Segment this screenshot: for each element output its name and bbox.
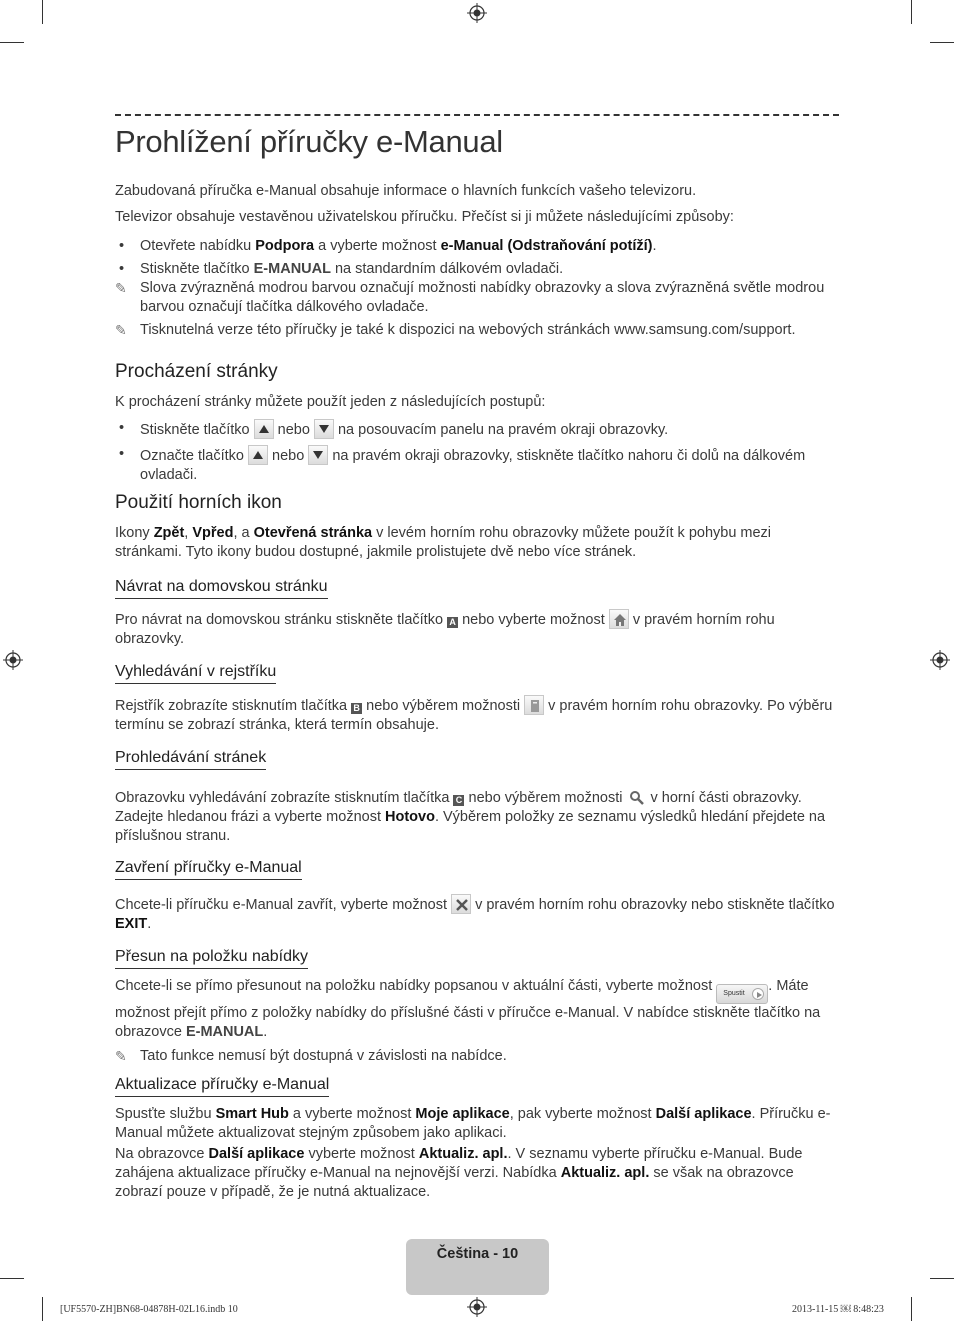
paragraph: Obrazovku vyhledávání zobrazíte stisknutím tlačítka C nebo výběrem možnosti v horní části obrazovky. Zadejte hledanou frázi a vyberte možnost Hotovo. Výběrem položky ze seznamu výsledků hledání přejdete na příslušnou stranu. bbox=[115, 787, 841, 846]
browse-list bbox=[115, 419, 841, 485]
scroll-up-icon bbox=[248, 445, 268, 465]
intro-paragraph: Televizor obsahuje vestavěnou uživatelskou příručku. Přečíst si ji můžete následujícími způsoby: bbox=[115, 209, 734, 225]
paragraph: Ikony Zpět, Vpřed, a Otevřená stránka v levém horním rohu obrazovky můžete použít k pohybu mezi stránkami. Tyto ikony budou dostupné, jakmile prolistujete dvě nebo více stránek. bbox=[115, 525, 772, 560]
intro-list bbox=[115, 237, 841, 279]
list-item: • Stiskněte tlačítko nebo na posouvacím panelu na pravém okraji obrazovky. bbox=[115, 419, 841, 440]
scroll-down-icon bbox=[308, 445, 328, 465]
close-icon bbox=[451, 894, 471, 914]
button-a-icon: A bbox=[447, 617, 458, 628]
index-icon bbox=[524, 695, 544, 715]
pencil-note-icon: ✎ bbox=[115, 1048, 127, 1064]
registration-mark-icon bbox=[930, 650, 950, 670]
top-icons-block bbox=[115, 524, 841, 562]
crop-mark bbox=[911, 1297, 912, 1321]
section-heading: Použití horních ikon bbox=[115, 492, 282, 513]
browse-block bbox=[115, 393, 841, 485]
crop-mark bbox=[42, 0, 43, 24]
search-block bbox=[115, 787, 841, 846]
pencil-note-icon: ✎ bbox=[115, 322, 127, 338]
scroll-up-icon bbox=[254, 419, 274, 439]
crop-mark bbox=[42, 1297, 43, 1321]
crop-mark bbox=[930, 42, 954, 43]
paragraph: K procházení stránky můžete použít jeden z následujících postupů: bbox=[115, 394, 546, 410]
footer-file-info: [UF5570-ZH]BN68-04878H-02L16.indb 10 bbox=[60, 1304, 238, 1315]
subsection-heading: Návrat na domovskou stránku bbox=[115, 577, 328, 599]
crop-mark bbox=[911, 0, 912, 24]
registration-mark-icon bbox=[3, 650, 23, 670]
paragraph: Spusťte službu Smart Hub a vyberte možnost Moje aplikace, pak vyberte možnost Další aplikace. Příručku e-Manual můžete aktualizovat stejným způsobem jako aplikaci. bbox=[115, 1106, 831, 1141]
intro-block bbox=[115, 182, 841, 340]
paragraph: Pro návrat na domovskou stránku stiskněte tlačítko A nebo vyberte možnost v pravém horním rohu obrazovky. bbox=[115, 609, 841, 649]
search-icon bbox=[626, 787, 646, 807]
registration-mark-icon bbox=[467, 1297, 487, 1317]
paragraph: Chcete-li příručku e-Manual zavřít, vyberte možnost v pravém horním rohu obrazovky nebo stiskněte tlačítko EXIT. bbox=[115, 894, 841, 934]
run-button: Spustit bbox=[716, 984, 768, 1004]
scroll-down-icon bbox=[314, 419, 334, 439]
list-item: • Označte tlačítko nebo na pravém okraji obrazovky, stiskněte tlačítko nahoru či dolů na dálkovém ovladači. bbox=[115, 445, 841, 485]
title-rule bbox=[115, 114, 839, 116]
paragraph: Na obrazovce Další aplikace vyberte možnost Aktualiz. apl.. V seznamu vyberte příručku e-Manual. Bude zahájena aktualizace příručky e-Manual na nejnovější verzi. Nabídka Aktualiz. apl. se však na obrazovce zobrazí pouze v případě, že je nutná aktualizace. bbox=[115, 1146, 803, 1200]
page-title: Prohlížení příručky e-Manual bbox=[115, 124, 503, 159]
play-icon bbox=[752, 988, 764, 1000]
home-icon bbox=[609, 609, 629, 629]
crop-mark bbox=[930, 1278, 954, 1279]
subsection-heading: Přesun na položku nabídky bbox=[115, 947, 308, 969]
list-item: • Stiskněte tlačítko E-MANUAL na standardním dálkovém ovladači. bbox=[115, 260, 841, 279]
subsection-heading: Zavření příručky e-Manual bbox=[115, 858, 302, 880]
pencil-note-icon: ✎ bbox=[115, 280, 127, 296]
paragraph: Chcete-li se přímo přesunout na položku nabídky popsanou v aktuální části, vyberte možnost Spustit . Máte možnost přejít přímo z položky nabídky do příslušné části v příručce e-Manual. V nabídce stiskněte tlačítko na obrazovce E-MANUAL. bbox=[115, 978, 821, 1040]
note: ✎ Tato funkce nemusí být dostupná v závislosti na nabídce. bbox=[115, 1048, 507, 1064]
button-b-icon: B bbox=[351, 703, 362, 714]
close-block bbox=[115, 894, 841, 934]
home-block bbox=[115, 609, 841, 649]
intro-paragraph: Zabudovaná příručka e-Manual obsahuje informace o hlavních funkcích vašeho televizoru. bbox=[115, 183, 697, 199]
update-block bbox=[115, 1105, 841, 1202]
section-heading: Procházení stránky bbox=[115, 361, 278, 382]
subsection-heading: Vyhledávání v rejstříku bbox=[115, 662, 276, 684]
subsection-heading: Aktualizace příručky e-Manual bbox=[115, 1075, 329, 1097]
crop-mark bbox=[0, 1278, 24, 1279]
index-block bbox=[115, 695, 841, 735]
registration-mark-icon bbox=[467, 3, 487, 23]
goto-block bbox=[115, 977, 841, 1066]
note: ✎ Slova zvýrazněná modrou barvou označují možnosti nabídky obrazovky a slova zvýrazněná světle modrou barvou označují tlačítka dálkového ovladače. bbox=[115, 280, 825, 315]
crop-mark bbox=[0, 42, 24, 43]
subsection-heading: Prohledávání stránek bbox=[115, 748, 266, 770]
page-number: Čeština - 10 bbox=[436, 1246, 519, 1262]
button-c-icon: C bbox=[453, 795, 464, 806]
footer-timestamp: 2013-11-15 ￼ 8:48:23 bbox=[792, 1304, 884, 1315]
note: ✎ Tisknutelná verze této příručky je také k dispozici na webových stránkách www.samsung.com/support. bbox=[115, 322, 796, 338]
list-item: • Otevřete nabídku Podpora a vyberte možnost e-Manual (Odstraňování potíží). bbox=[115, 237, 841, 256]
paragraph: Rejstřík zobrazíte stisknutím tlačítka B nebo výběrem možnosti v pravém horním rohu obrazovky. Po výběru termínu se zobrazí stránka, která termín obsahuje. bbox=[115, 695, 841, 735]
page-number-tab bbox=[406, 1239, 549, 1295]
